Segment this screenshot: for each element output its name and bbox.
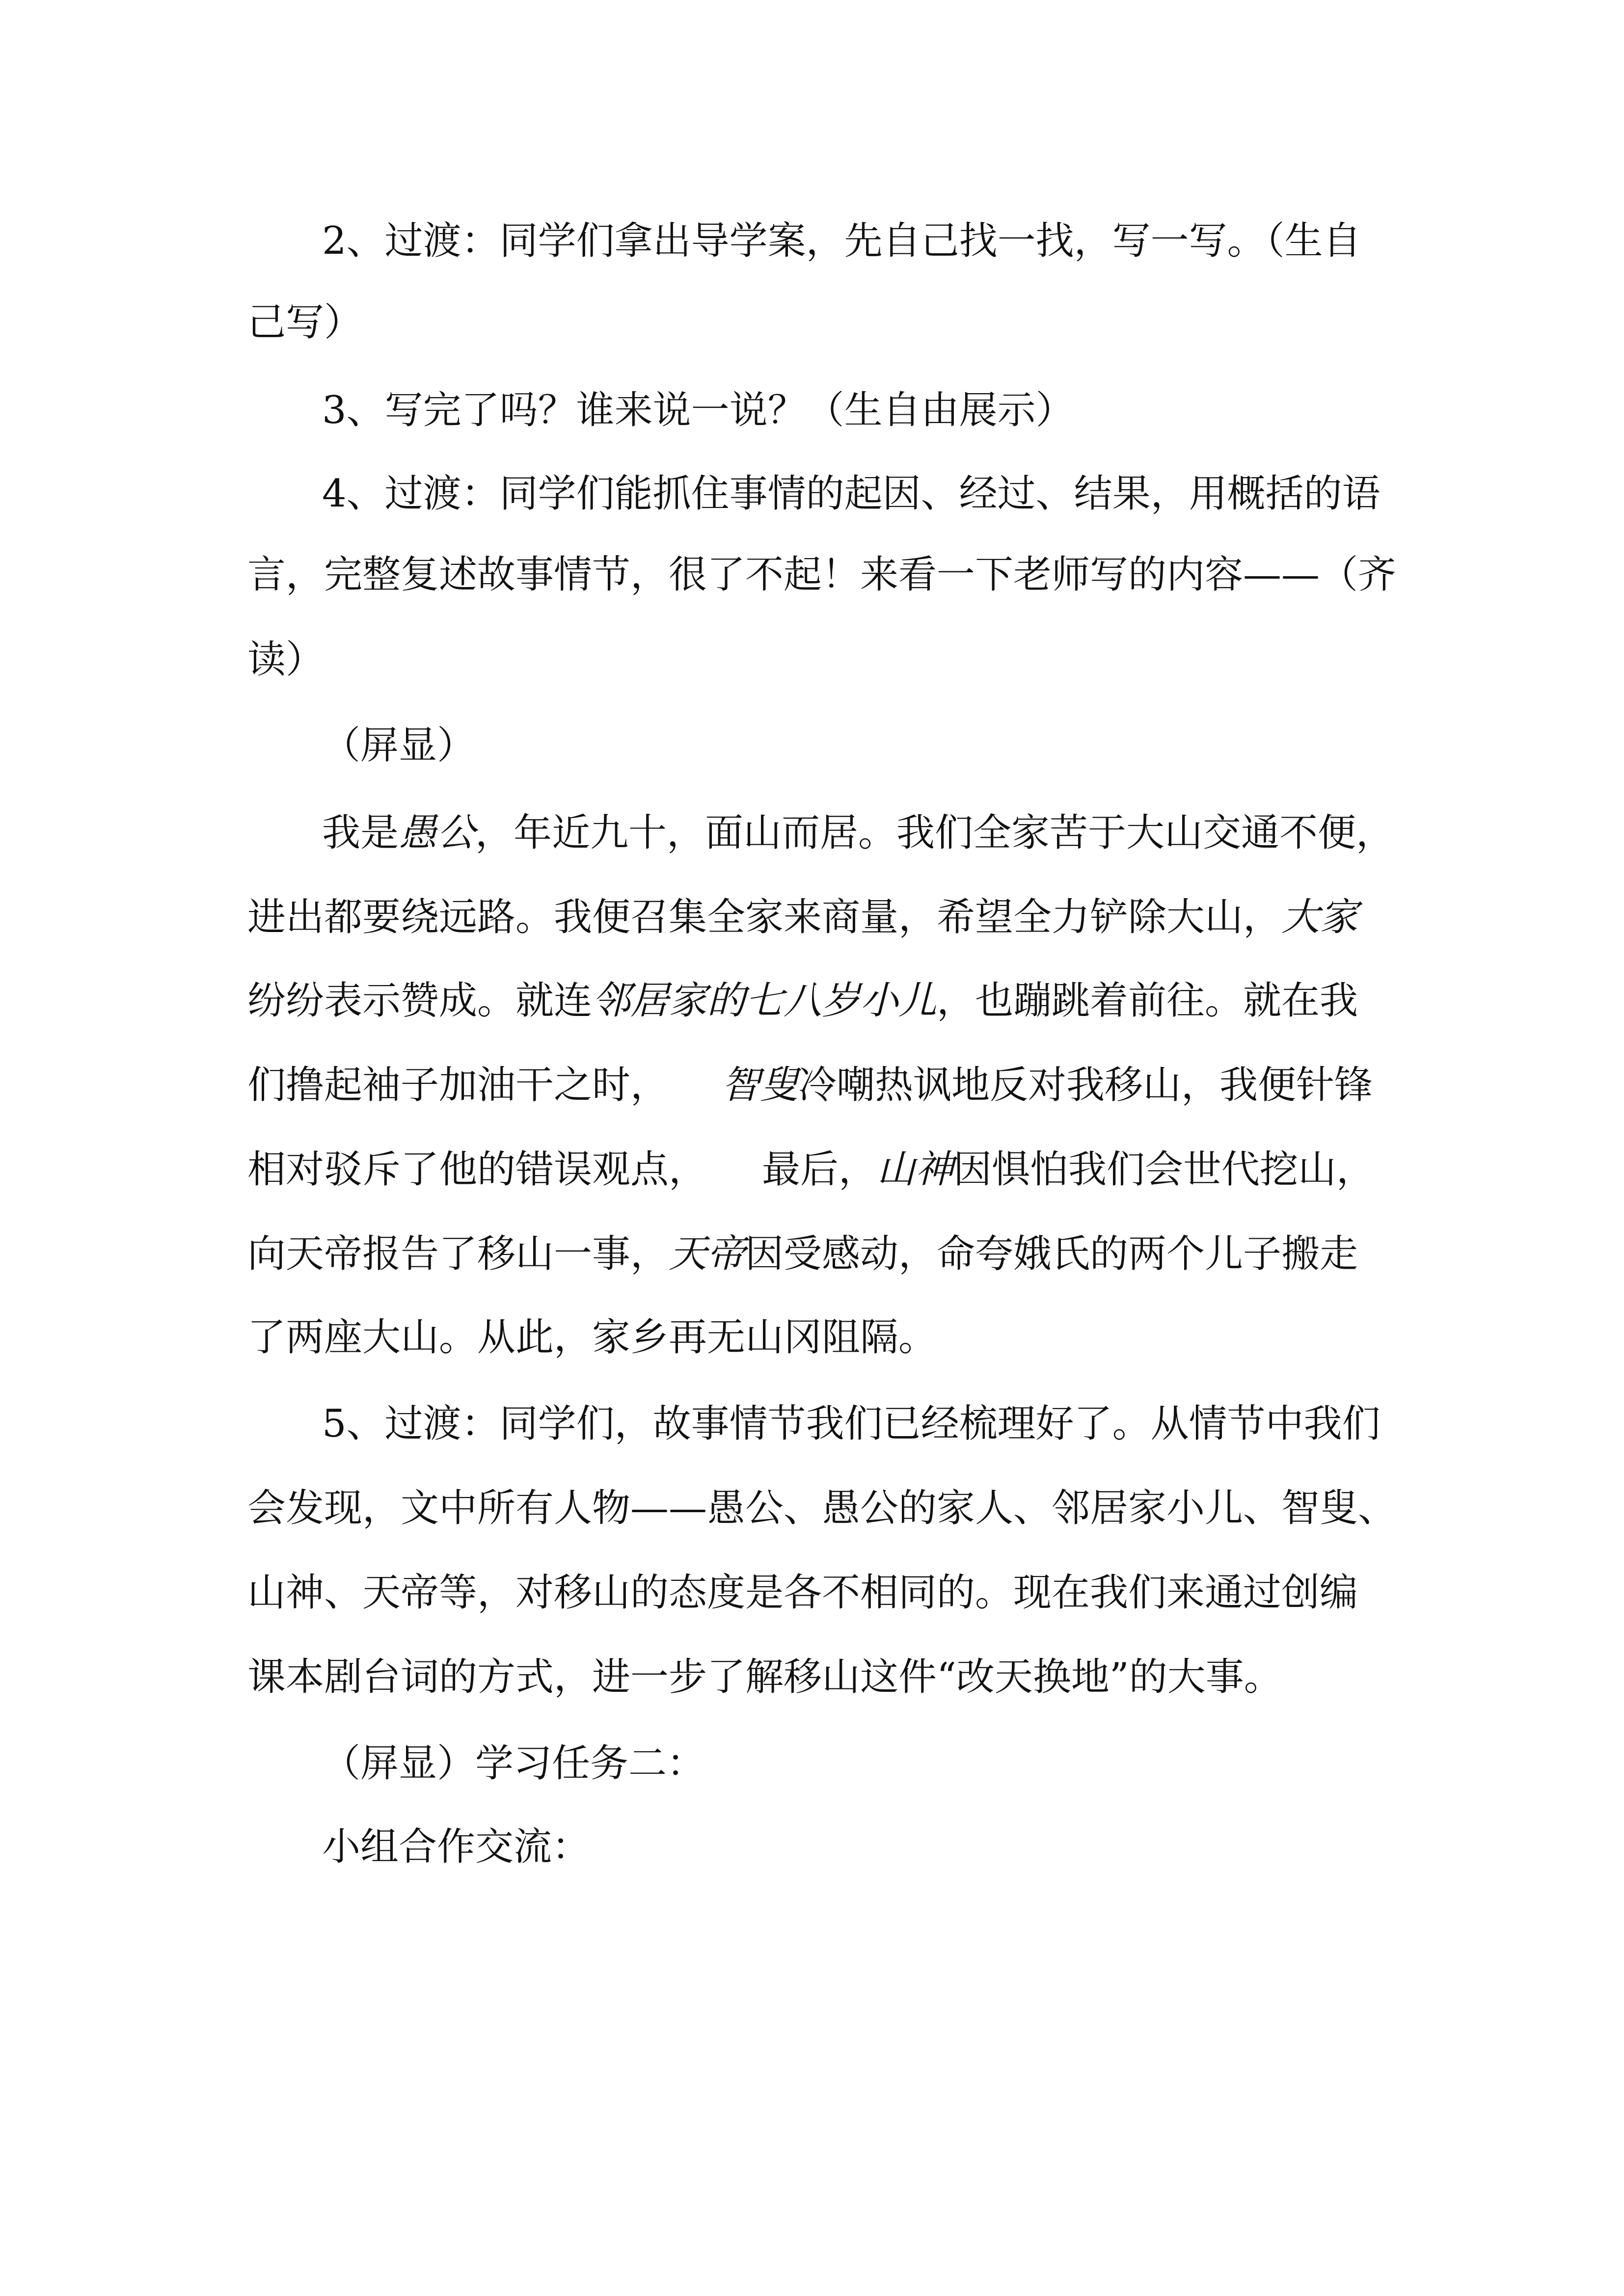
story-line-3-a: 纷纷表示赞成。就连 (247, 979, 593, 1023)
paragraph-4-line-3: 读） (247, 638, 325, 682)
paragraph-4-line-1: 4、过渡：同学们能抓住事情的起因、经过、结果，用概括的语 (322, 472, 1380, 516)
story-line-6-a: 向天帝报告了移山一事， (247, 1232, 669, 1276)
paragraph-2-line-2: 己写） (247, 300, 363, 345)
story-line-5 (247, 1148, 1375, 1192)
story-line-1-a: 我是 (322, 811, 399, 855)
learning-task-label: （屏显）学习任务二： (322, 1741, 705, 1786)
story-line-2 (247, 895, 1358, 939)
group-discussion-label: 小组合作交流： (322, 1825, 591, 1869)
story-line-4 (247, 1063, 1373, 1107)
story-character-heavenly-emperor: 天帝 (669, 1232, 746, 1276)
paragraph-2-line-1: 2、过渡：同学们拿出导学案，先自己找一找，写一写。（生自 (322, 219, 1361, 263)
story-line-2-a: 进出都要绕远路。我便召集全家来商量，希望全力铲除大山， (247, 895, 1282, 939)
story-line-3-c: ，也蹦跳着前往。就在我 (937, 979, 1358, 1023)
story-line-3 (247, 979, 1358, 1023)
paragraph-5-line-3: 山神、天帝等，对移山的态度是各不相同的。现在我们来通过创编 (247, 1571, 1358, 1615)
story-line-4-a: 们撸起袖子加油干之时， (247, 1063, 669, 1107)
story-character-mountain-god: 山神 (877, 1148, 954, 1192)
paragraph-5-line-4: 课本剧台词的方式，进一步了解移山这件“改天换地”的大事。 (247, 1655, 1282, 1699)
story-character-family: 大家 (1281, 895, 1358, 939)
paragraph-4-line-2: 言，完整复述故事情节，很了不起！来看一下老师写的内容——（齐 (247, 553, 1397, 597)
story-line-5-b: 最后， (762, 1148, 877, 1192)
story-line-1 (322, 811, 1395, 855)
story-line-6 (247, 1232, 1358, 1276)
story-line-5-d: 因惧怕我们会世代挖山， (953, 1148, 1375, 1192)
story-character-neighbor-child: 邻居家的七八岁小儿 (592, 979, 937, 1023)
story-line-1-c: ，年近九十，面山而居。我们全家苦于大山交通不便， (475, 811, 1395, 855)
story-character-yugong: 愚公 (399, 811, 476, 855)
story-character-zhisou: 智叟 (722, 1063, 799, 1107)
screen-display-label: （屏显） (322, 723, 476, 768)
story-line-4-c: 冷嘲热讽地反对我移山，我便针锋 (798, 1063, 1373, 1107)
paragraph-5-line-2: 会发现，文中所有人物——愚公、愚公的家人、邻居家小儿、智叟、 (247, 1486, 1397, 1530)
paragraph-5-line-1: 5、过渡：同学们，故事情节我们已经梳理好了。从情节中我们 (322, 1402, 1380, 1446)
paragraph-3-line-1: 3、写完了吗？谁来说一说？（生自由展示） (322, 388, 1074, 432)
story-line-5-a: 相对驳斥了他的错误观点， (247, 1148, 707, 1192)
story-line-6-c: 因受感动，命夸娥氏的两个儿子搬走 (745, 1232, 1358, 1276)
story-line-7: 了两座大山。从此，家乡再无山冈阻隔。 (247, 1315, 937, 1360)
